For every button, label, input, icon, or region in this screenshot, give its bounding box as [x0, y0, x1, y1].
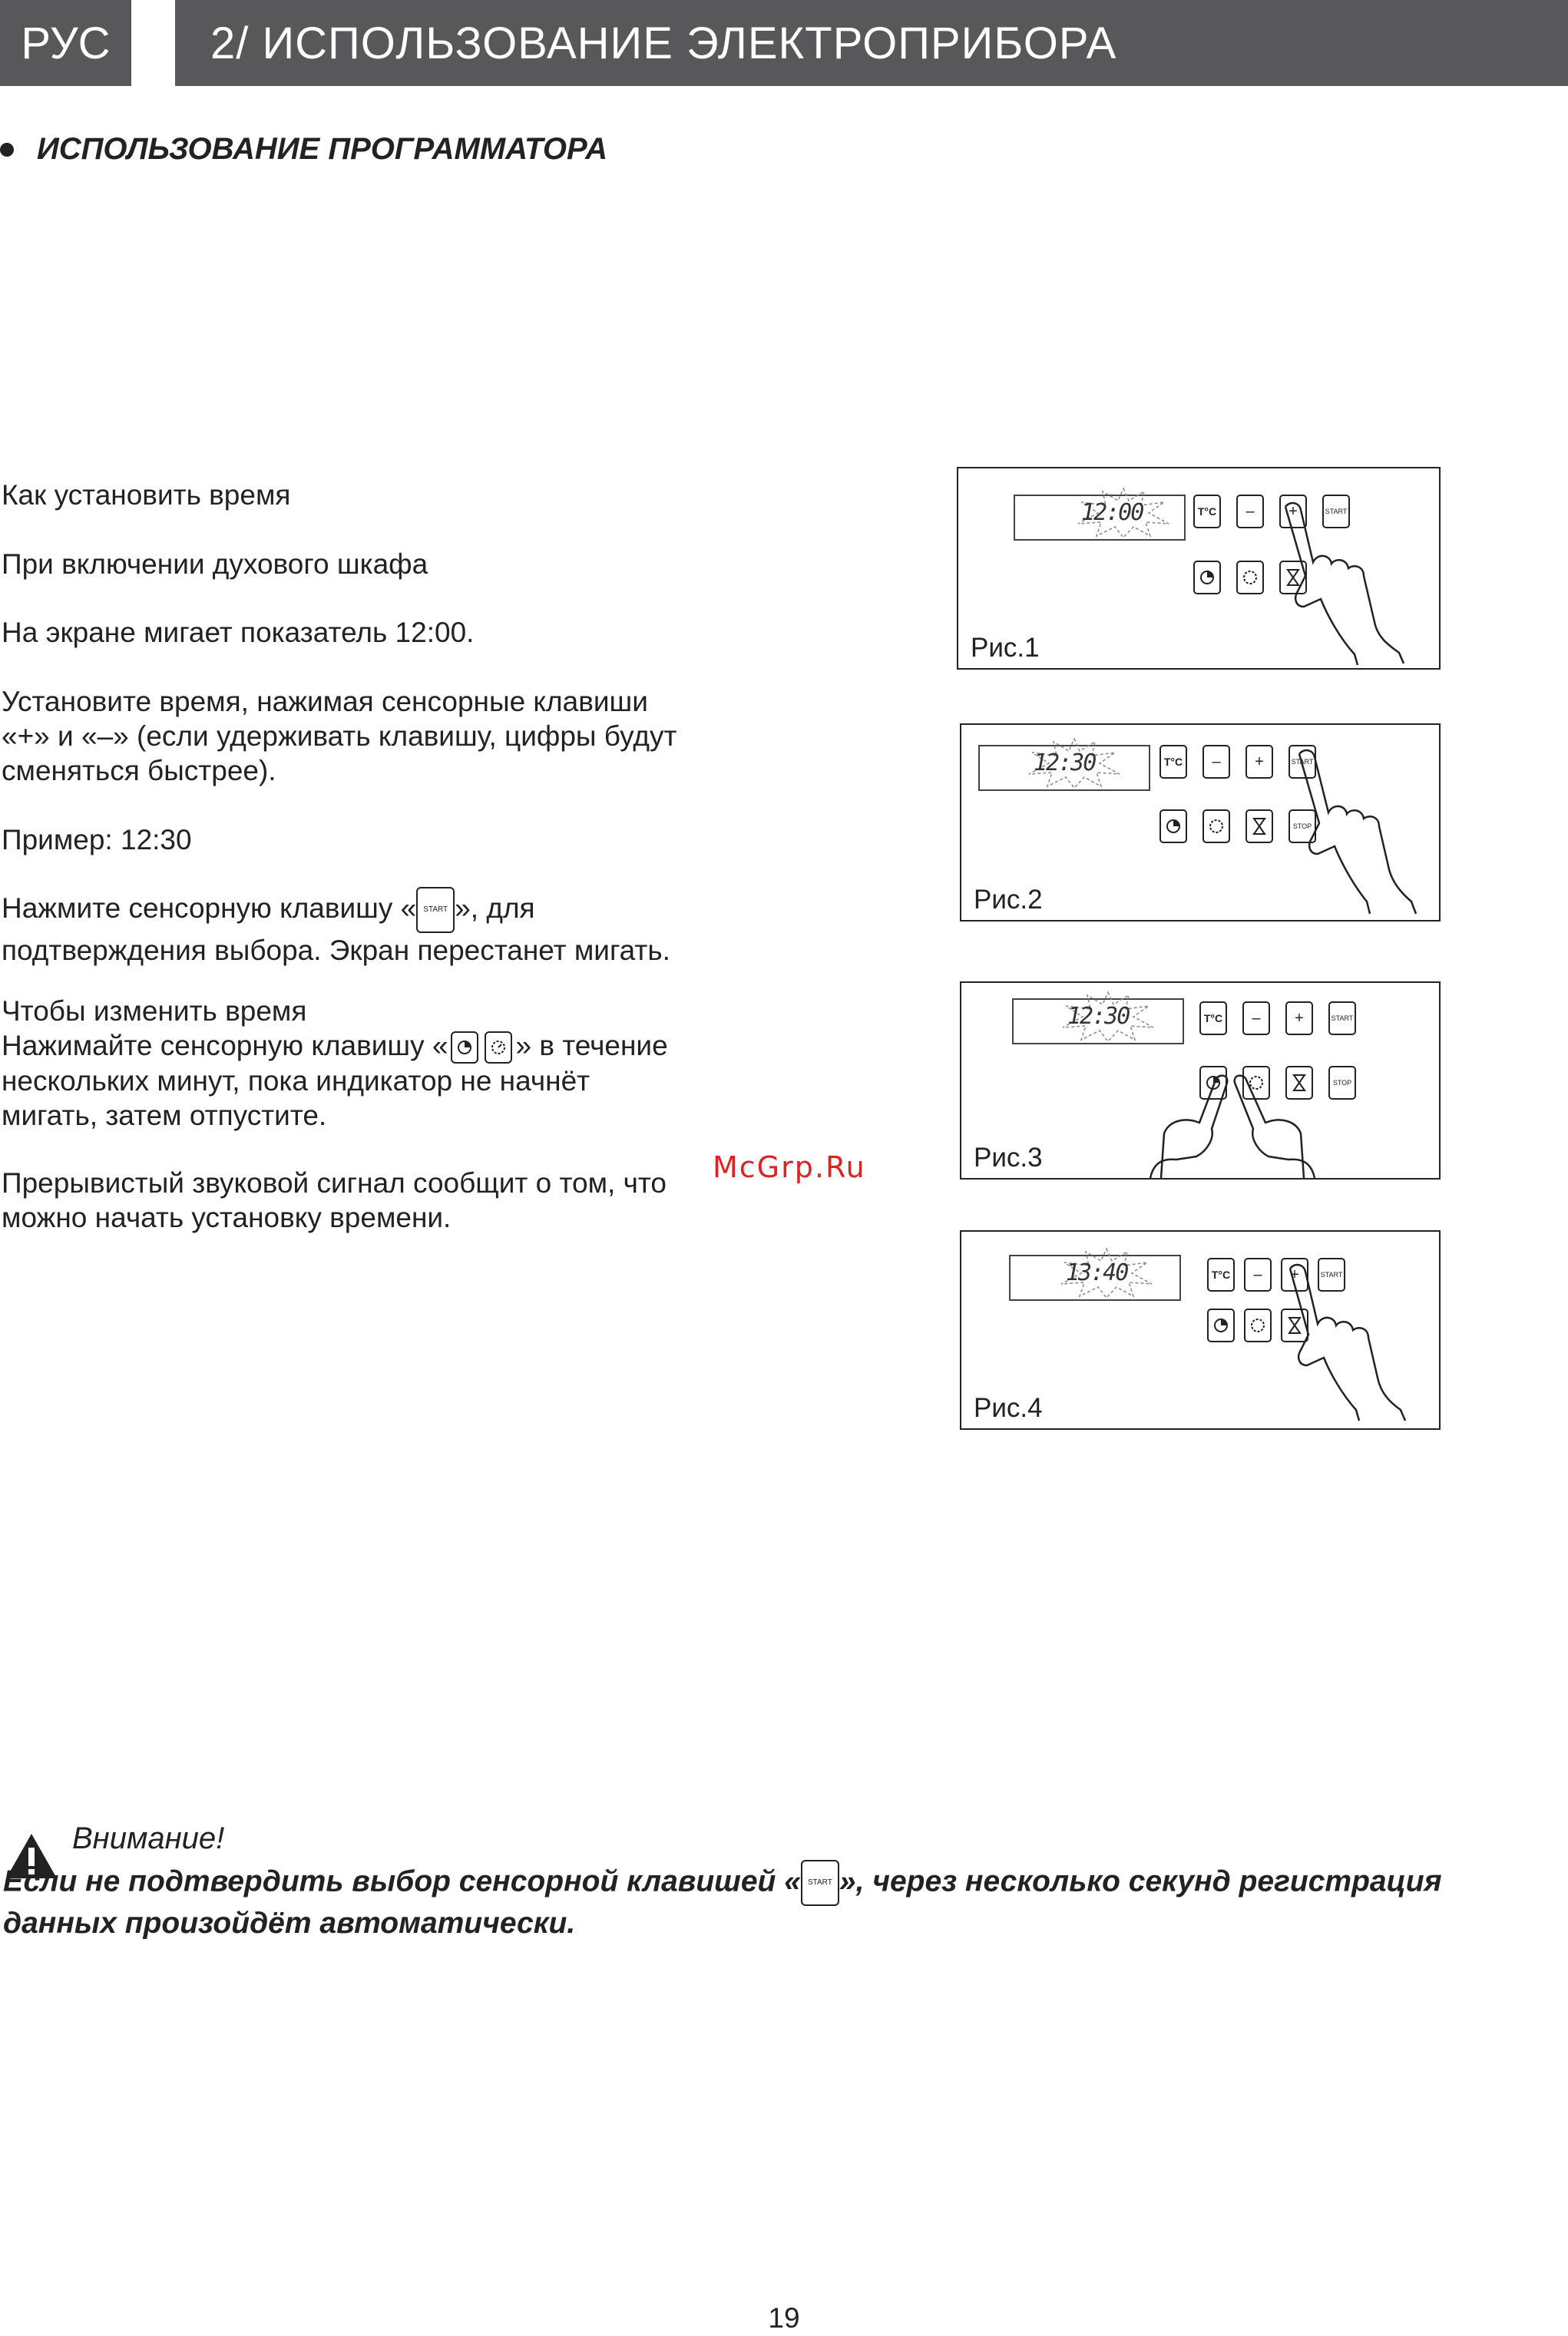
figure-1 — [957, 467, 1441, 670]
text-line: нескольких минут, пока индикатор не начнёт — [2, 1065, 590, 1097]
text-fragment: Нажмите сенсорную клавишу « — [2, 892, 417, 924]
start-key: START — [1322, 495, 1350, 528]
watermark: McGrp.Ru — [713, 1150, 866, 1184]
text-line: «+» и «–» (если удерживать клавишу, цифры будут — [2, 720, 677, 752]
text-line: Чтобы изменить время — [2, 995, 307, 1027]
temp-key: T°C — [1207, 1258, 1235, 1292]
minus-key: – — [1202, 745, 1230, 779]
temp-key: T°C — [1193, 495, 1221, 528]
start-key-icon: START — [801, 1860, 839, 1906]
text-line: Установите время, нажимая сенсорные клавиши — [2, 686, 648, 717]
minus-key: – — [1236, 495, 1264, 528]
section-title-text: ИСПОЛЬЗОВАНИЕ ПРОГРАММАТОРА — [37, 132, 608, 166]
bullet-icon — [0, 143, 14, 157]
page-header-title: 2/ ИСПОЛЬЗОВАНИЕ ЭЛЕКТРОПРИБОРА — [175, 0, 1568, 86]
text-line: Прерывистый звуковой сигнал сообщит о том, что — [2, 1167, 667, 1199]
clock-end-key-icon — [485, 1031, 512, 1064]
text-fragment: », для — [455, 892, 535, 924]
text-line: сменяться быстрее). — [2, 755, 276, 786]
text-line: мигать, затем отпустите. — [2, 1100, 327, 1132]
paragraph-beep-signal — [2, 1166, 769, 1235]
figure-3 — [960, 981, 1441, 1180]
text-line — [2, 887, 769, 933]
figure-caption: Рис.3 — [974, 1143, 1043, 1173]
clock-start-key — [1207, 1309, 1235, 1342]
stop-key: STOP — [1288, 809, 1316, 843]
paragraph-display-blinks: На экране мигает показатель 12:00. — [2, 617, 475, 648]
temp-key: T°C — [1159, 745, 1187, 779]
plus-key: + — [1279, 495, 1307, 528]
text-fragment: », через несколько секунд регистрация — [839, 1864, 1442, 1898]
text-line: подтверждения выбора. Экран перестанет мигать. — [2, 935, 670, 966]
clock-start-key-icon — [451, 1031, 478, 1064]
page-number: 19 — [768, 2302, 800, 2334]
text-line: данных произойдёт автоматически. — [3, 1907, 576, 1940]
section-title — [0, 132, 607, 167]
plus-key: + — [1245, 745, 1273, 779]
figure-display-digits: 12:30 — [1034, 749, 1096, 776]
paragraph-how-to-set-time: Как установить время — [2, 479, 291, 511]
text-line — [3, 1860, 1539, 1906]
hand-icon — [1262, 491, 1447, 668]
plus-key: + — [1281, 1258, 1308, 1292]
stop-key: STOP — [1328, 1066, 1356, 1100]
figure-caption: Рис.1 — [971, 633, 1040, 663]
timer-key — [1245, 809, 1273, 843]
hand-icon — [1284, 743, 1442, 920]
text-fragment: Если не подтвердить выбор сенсорной клавишей « — [3, 1864, 801, 1898]
clock-start-key — [1159, 809, 1187, 843]
start-key: START — [1318, 1258, 1345, 1292]
paragraph-press-start — [2, 887, 769, 968]
text-line: можно начать установку времени. — [2, 1202, 452, 1233]
text-line — [2, 1028, 769, 1064]
language-tab: РУС — [0, 0, 131, 86]
text-fragment: Нажимайте сенсорную клавишу « — [2, 1030, 448, 1061]
attention-title: Внимание! — [72, 1821, 225, 1855]
minus-key: – — [1242, 1001, 1270, 1035]
paragraph-set-time — [2, 684, 769, 788]
minus-key: – — [1244, 1258, 1272, 1292]
clock-start-key — [1193, 561, 1221, 594]
start-key-icon: START — [416, 887, 455, 933]
figure-display-digits: 13:40 — [1066, 1259, 1128, 1286]
figure-caption: Рис.4 — [974, 1393, 1043, 1423]
clock-end-key — [1236, 561, 1264, 594]
figure-display-digits: 12:00 — [1081, 499, 1143, 526]
hands-icon — [1130, 1067, 1353, 1180]
clock-end-key — [1202, 809, 1230, 843]
start-key: START — [1328, 1001, 1356, 1035]
start-key: START — [1288, 745, 1316, 779]
hand-icon — [1267, 1255, 1442, 1428]
figure-display-digits: 12:30 — [1067, 1003, 1130, 1030]
plus-key: + — [1285, 1001, 1313, 1035]
paragraph-change-time — [2, 994, 769, 1133]
paragraph-example: Пример: 12:30 — [2, 824, 192, 855]
figure-2 — [960, 723, 1441, 921]
temp-key: T°C — [1199, 1001, 1227, 1035]
text-fragment: » в течение — [515, 1030, 668, 1061]
attention-text — [3, 1860, 1539, 1941]
paragraph-when-switching-on: При включении духового шкафа — [2, 548, 428, 580]
figure-caption: Рис.2 — [974, 885, 1043, 915]
figure-4 — [960, 1230, 1441, 1430]
